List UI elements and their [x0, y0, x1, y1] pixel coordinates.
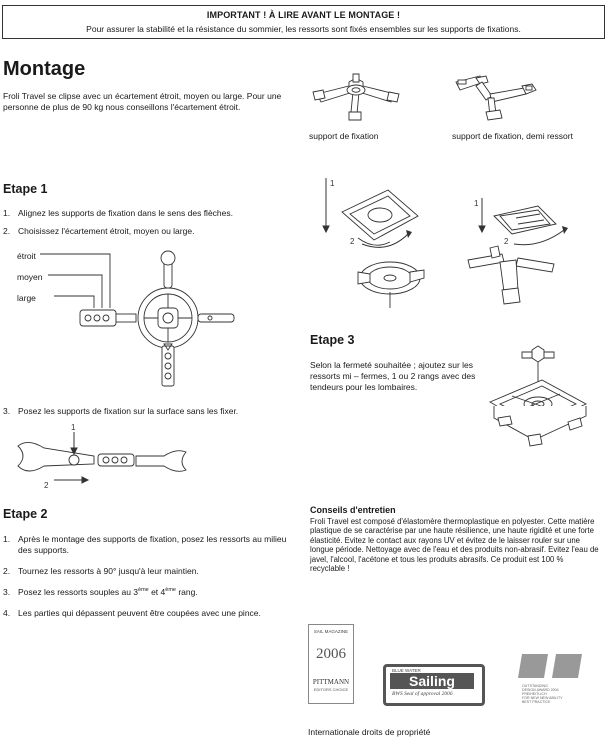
etape1-list-a [0, 208, 300, 237]
rotation-diagram [318, 172, 588, 312]
design-award-logo [518, 652, 588, 707]
spacing-diagram [40, 244, 250, 396]
list-item: 1. Après le montage des supports de fixation, posez les ressorts au milieu des supports. [3, 534, 287, 555]
half-support-illustration [452, 68, 542, 126]
montage-intro: Froli Travel se clipse avec un écartement étroit, moyen ou large. Pour une personne de plus de 90 kg nous conseillons l'écartement étroit. [3, 91, 282, 112]
sailing-award-logo: BLUE WATER Sailing BWS Seal of approval 2006 [383, 664, 485, 706]
etape3-text: Selon la fermeté souhaitée ; ajoutez sur les ressorts mi – fermes, 1 ou 2 rangs avec des tendeurs pour les lombaires. [310, 360, 476, 392]
list-item: 3. Posez les supports de fixation sur la surface sans les fixer. [3, 406, 239, 416]
montage-title: Montage [3, 58, 86, 80]
list-item: 2. Choisissez l'écartement étroit, moyen ou large. [3, 225, 195, 236]
design-award-text: OUTSTANDING DESIGN AWARD 2004 FREIHEITLICH FOR NEW NEW ABILITY BEST PRACTICE [522, 683, 563, 705]
rotation-label-2a: 2 [350, 237, 355, 246]
list-item: 1. Alignez les supports de fixation dans le sens des flèches. [3, 208, 233, 218]
design-award-mark-icon [518, 652, 588, 680]
important-notice [2, 5, 605, 39]
maintenance-title: Conseils d'entretien [310, 505, 396, 515]
full-support-caption: support de fixation [309, 131, 379, 141]
label-moyen: moyen [17, 272, 43, 282]
label-large: large [17, 293, 36, 303]
half-support-caption: support de fixation, demi ressort [452, 131, 573, 141]
full-support-illustration [309, 72, 403, 124]
list-item: 2. Tournez les ressorts à 90° jusqu'à leur maintien. [3, 565, 199, 576]
maintenance-text: Froli Travel est composé d'élastomère thermoplastique en polyester. Cette matière plastique de se caractérise par une haute résilience, une haute rigidité et une forte élasticité. Evitez le contact aux rayons UV et évitez de le laisser rouler sur une longue période. Nettoyage avec de l'eau et des produits non-abrasif. Evitez l'eau de javel, l'alcool, l'acétone et tous les produits abrasifs. Ce produit est 100 % recyclable ! [310, 516, 599, 574]
placement-diagram [14, 422, 194, 490]
arrow-label-1: 1 [71, 423, 76, 432]
maintenance-section [310, 505, 600, 574]
tensioner-diagram [482, 344, 594, 450]
etape3-title: Etape 3 [310, 333, 355, 347]
list-item: 3. Posez les ressorts souples au 3ème et 4ème rang. [3, 586, 198, 597]
rotation-label-1a: 1 [330, 179, 335, 188]
rotation-label-1b: 1 [474, 199, 479, 208]
list-item: 4. Les parties qui dépassent peuvent être coupées avec une pince. [3, 607, 261, 618]
label-etroit: étroit [17, 251, 36, 261]
etape1-list-b [0, 406, 300, 417]
footer-rights: Internationale droits de propriété [308, 727, 431, 737]
etape2-title: Etape 2 [3, 507, 48, 521]
rotation-label-2b: 2 [504, 237, 509, 246]
notice-title: IMPORTANT ! À LIRE AVANT LE MONTAGE ! [206, 10, 401, 20]
etape1-title: Etape 1 [3, 182, 48, 196]
notice-text: Pour assurer la stabilité et la résistance du sommier, les ressorts sont fixés ensembles sur les supports de fixations. [86, 23, 521, 34]
pittmann-award-logo: SAIL MAGAZINE 2006 PITTMANN EDITORS CHOICE [308, 624, 354, 704]
arrow-label-2: 2 [44, 481, 49, 490]
etape2-list [0, 534, 300, 618]
